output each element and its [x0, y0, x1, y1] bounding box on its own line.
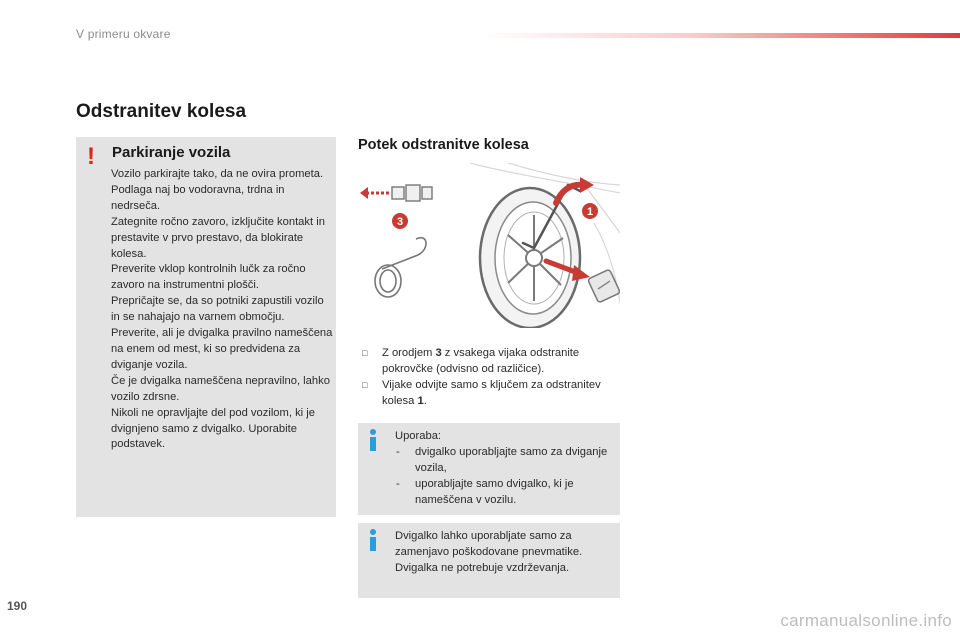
callout-badge-1	[582, 203, 598, 219]
info-list-item: - uporabljajte samo dvigalko, ki je nameščena v vozilu.	[396, 477, 574, 506]
checkbox-bullet-icon: □	[362, 348, 368, 358]
info-icon	[367, 529, 379, 551]
warning-body	[111, 167, 333, 453]
warning-box	[76, 137, 336, 517]
procedure-heading: Potek odstranitve kolesa	[358, 137, 529, 153]
warning-title: Parkiranje vozila	[112, 144, 231, 161]
warning-paragraph: Preverite vklop kontrolnih lučk za ročno zavoro na instrumentni plošči.	[111, 263, 306, 292]
procedure-steps	[358, 346, 620, 410]
step-item	[358, 378, 620, 410]
warning-paragraph: Preverite, ali je dvigalka pravilno nameščena na enem od mest, ki so predvidena za dviganje vozila.	[111, 327, 333, 371]
socket-tool-icon	[392, 185, 432, 201]
wheel-removal-illustration	[358, 163, 620, 328]
page-title: Odstranitev kolesa	[76, 101, 247, 122]
exclamation-warning-icon: !	[87, 143, 95, 170]
step-text: z vsakega vijaka odstranite pokrovčke (odvisno od različice).	[382, 347, 580, 375]
warning-paragraph: Nikoli ne opravljajte del pod vozilom, ki je dvignjeno samo z dvigalko. Uporabite podstavek.	[111, 406, 315, 451]
info-list-item: - dvigalko uporabljajte samo za dviganje vozila,	[396, 445, 608, 474]
step-text: Z orodjem	[382, 347, 436, 359]
callout-badge-3	[392, 213, 408, 229]
svg-text:3: 3	[396, 216, 404, 228]
step-ref: 1	[417, 394, 424, 407]
step-text: Vijake odvijte samo s ključem za odstranitev kolesa	[382, 378, 601, 407]
info-body: Dvigalko lahko uporabljate samo za zamenjavo poškodovane pnevmatike. Dvigalka ne potrebuje vzdrževanja.	[395, 530, 583, 574]
info-box-jack	[358, 523, 620, 598]
step-item	[358, 346, 620, 378]
hook-tool-icon	[375, 238, 426, 297]
step-text: .	[423, 394, 427, 407]
warning-paragraph: Vozilo parkirajte tako, da ne ovira prometa. Podlaga naj bo vodoravna, trdna in nedrseča.	[111, 168, 324, 212]
page-number: 190	[7, 599, 28, 613]
info-intro: Uporaba:	[395, 430, 442, 442]
info-body	[395, 429, 613, 509]
left-arrow-icon	[360, 187, 390, 199]
svg-text:1: 1	[586, 206, 594, 218]
info-box-usage	[358, 423, 620, 515]
warning-paragraph: Če je dvigalka nameščena nepravilno, lahko vozilo zdrsne.	[111, 374, 330, 403]
bolt-cap-icon	[588, 269, 620, 303]
info-icon	[367, 429, 379, 451]
checkbox-bullet-icon: □	[362, 379, 368, 390]
watermark-text: carmanualsonline.info	[780, 611, 952, 630]
header-gradient-bar	[480, 33, 960, 38]
step-ref: 3	[435, 347, 442, 359]
warning-paragraph: Prepričajte se, da so potniki zapustili vozilo in se nahajajo na varnem območju.	[111, 295, 324, 324]
section-header-title: V primeru okvare	[76, 27, 171, 41]
warning-paragraph: Zategnite ročno zavoro, izključite kontakt in prestavite v prvo prestavo, da blokirate kolesa.	[111, 215, 325, 260]
